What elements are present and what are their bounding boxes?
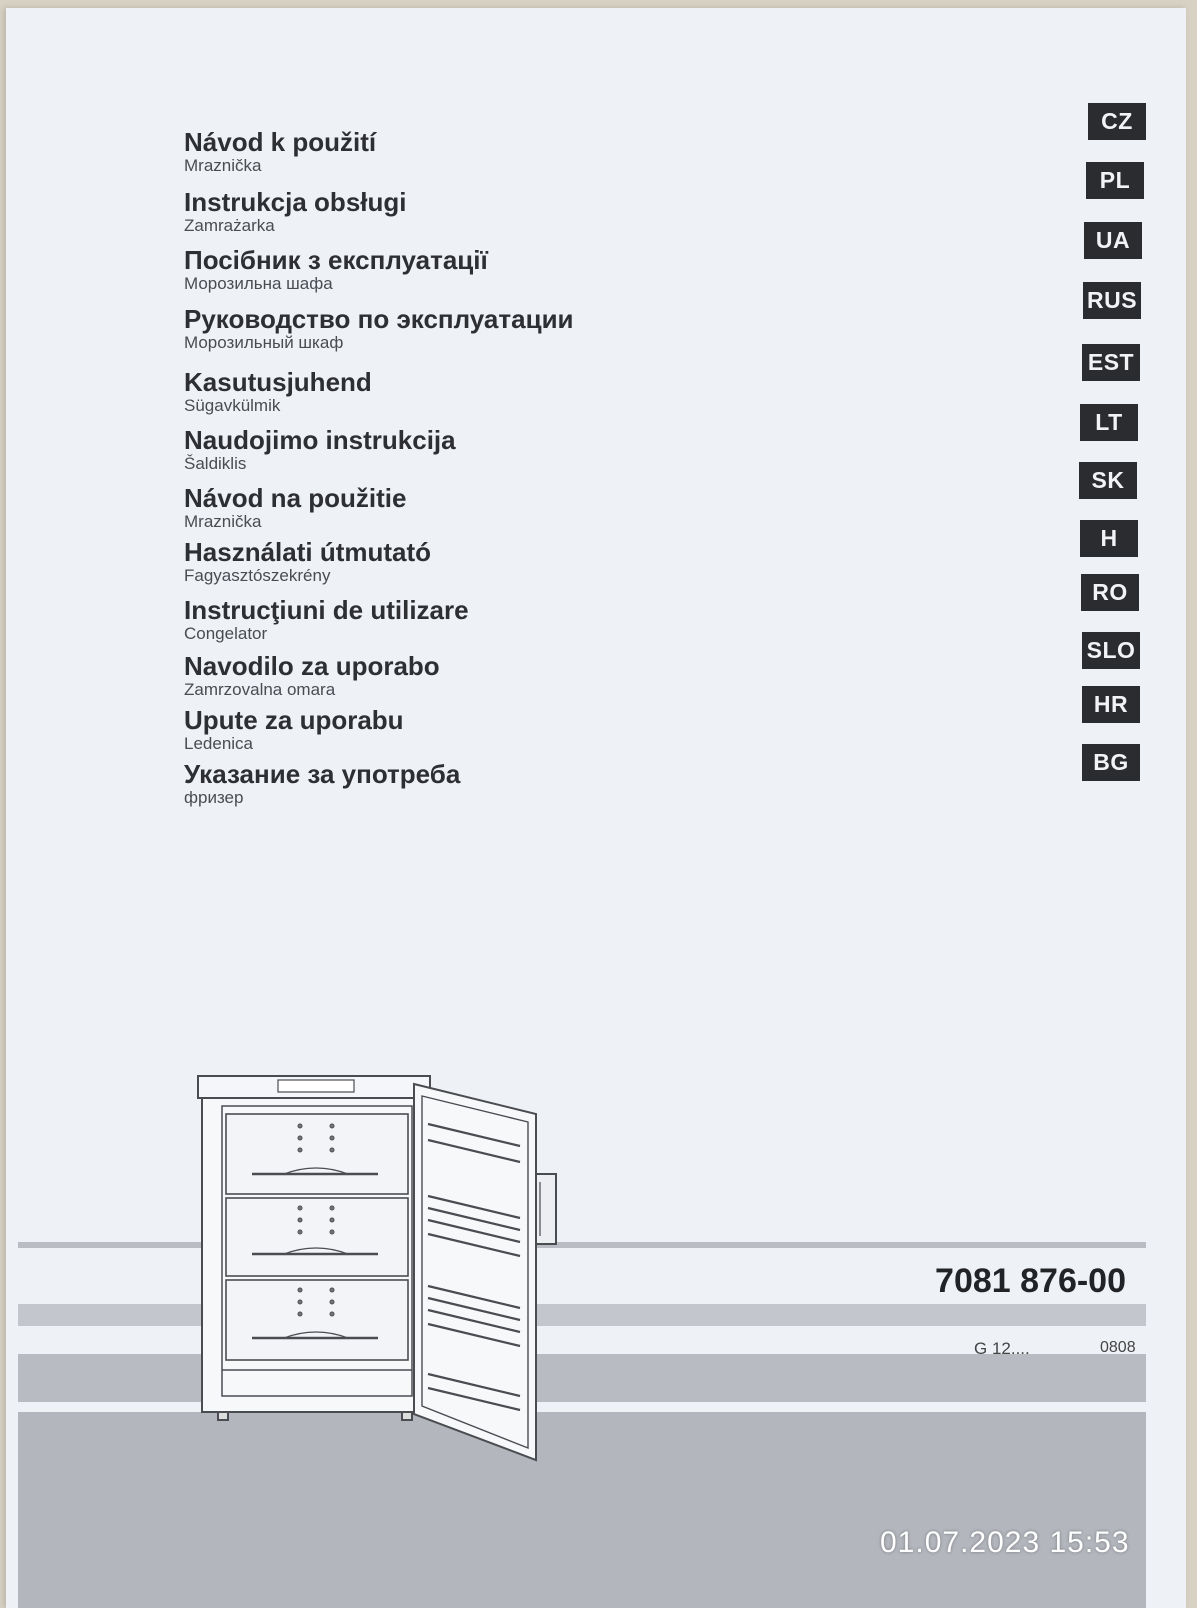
manual-title: Upute za uporabu [184, 705, 404, 735]
language-badge: LT [1080, 404, 1138, 441]
model-code: G 12.... [974, 1339, 1030, 1358]
manual-entry [184, 128, 824, 175]
manual-entry [184, 596, 824, 643]
manual-title: Instrucţiuni de utilizare [184, 595, 469, 625]
manual-entry [184, 706, 824, 753]
language-badge: CZ [1088, 103, 1146, 140]
language-badge: UA [1084, 222, 1142, 259]
language-badge: RUS [1083, 282, 1141, 319]
manual-subtitle: Mraznička [184, 156, 262, 175]
edition-code: 0808 [1100, 1339, 1136, 1356]
manual-cover [6, 8, 1186, 1608]
freezer-illustration [196, 1074, 576, 1464]
manual-subtitle: Mraznička [184, 512, 262, 531]
language-badge: HR [1082, 686, 1140, 723]
manual-subtitle: Zamrzovalna omara [184, 680, 336, 699]
manual-entry [184, 246, 824, 293]
language-badge: RO [1081, 574, 1139, 611]
manual-subtitle: Zamrażarka [184, 216, 275, 235]
language-badge: SLO [1082, 632, 1140, 669]
manual-title: Посібник з експлуатації [184, 245, 488, 275]
manual-entry [184, 484, 824, 531]
manual-title: Navodilo za uporabo [184, 651, 440, 681]
language-badge: PL [1086, 162, 1144, 199]
manual-title: Руководство по эксплуатации [184, 304, 574, 334]
manual-title: Návod na použitie [184, 483, 407, 513]
language-badge: H [1080, 520, 1138, 557]
language-badge: SK [1079, 462, 1137, 499]
manual-title: Instrukcja obsługi [184, 187, 407, 217]
manual-entry [184, 652, 824, 699]
manual-subtitle: Морозильна шафа [184, 274, 333, 293]
language-badge: EST [1082, 344, 1140, 381]
manual-subtitle: Congelator [184, 624, 268, 643]
document-number: 7081 876-00 [935, 1262, 1126, 1300]
manual-entry [184, 426, 824, 473]
manual-subtitle: Ledenica [184, 734, 254, 753]
manual-title: Naudojimo instrukcija [184, 425, 456, 455]
manual-subtitle: фризер [184, 788, 244, 807]
manual-entry [184, 305, 824, 352]
manual-subtitle: Морозильный шкаф [184, 333, 344, 352]
manual-subtitle: Fagyasztószekrény [184, 566, 331, 585]
photo-timestamp: 01.07.2023 15:53 [880, 1526, 1130, 1559]
manual-subtitle: Sügavkülmik [184, 396, 281, 415]
manual-title: Návod k použití [184, 127, 377, 157]
manual-title: Használati útmutató [184, 537, 432, 567]
language-badge: BG [1082, 744, 1140, 781]
manual-entry [184, 760, 824, 807]
manual-title: Указание за употреба [184, 759, 461, 789]
manual-title: Kasutusjuhend [184, 367, 372, 397]
manual-entry [184, 368, 824, 415]
manual-entry [184, 538, 824, 585]
manual-subtitle: Šaldiklis [184, 454, 247, 473]
manual-entry [184, 188, 824, 235]
